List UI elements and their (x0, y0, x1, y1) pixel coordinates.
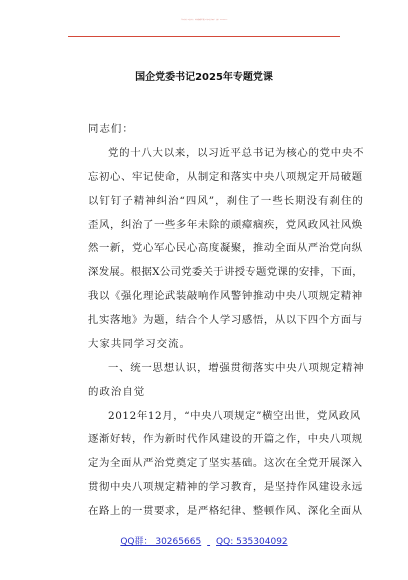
header-banner: 关注头条号“公文研究”，获得最新最全最专业的公文资料库！ 微信：gongwenyj (180, 20, 228, 21)
qq-group-link[interactable]: QQ群： 30265665 (120, 537, 202, 547)
section-heading: 一、统一思想认识，增强贯彻落实中央八项规定精神 (108, 361, 365, 374)
footer-contact (0, 534, 408, 547)
body-line: 党的十八大以来，以习近平总书记为核心的党中央不 (108, 146, 365, 159)
body-line: 深发展。根据X公司党委关于讲授专题党课的安排，下面， (88, 266, 363, 279)
body-line: 扎实落地》为题，结合个人学习感悟，从以下四个方面与 (88, 314, 363, 327)
body-line: 贯彻中央八项规定精神的学习教育，是坚持作风建设永远 (88, 481, 363, 494)
header-divider (68, 36, 340, 37)
body-line: 然一新，党心军心民心高度凝聚，推动全面从严治党向纵 (88, 242, 363, 255)
body-line: 以钉钉子精神纠治“四风”，刹住了一些长期没有刹住的 (88, 194, 364, 207)
body-line: 2012年12月，“中央八项规定”横空出世，党风政风 (108, 409, 361, 422)
body-line: 歪风，纠治了一些多年未除的顽瘴痼疾，党风政风社风焕 (88, 218, 363, 231)
body-line: 我以《强化理论武装敲响作风警钟推动中央八项规定精神 (88, 290, 363, 303)
document-title: 国企党委书记2025年专题党课 (135, 72, 273, 83)
body-line: 大家共同学习交流。 (88, 337, 191, 350)
body-line: 定为全面从严治党奠定了坚实基础。这次在全党开展深入 (88, 457, 363, 470)
qq-link[interactable]: QQ: 535304092 (216, 537, 288, 547)
body-line: 在路上的一贯要求，是严格纪律、整顿作风、深化全面从 (88, 505, 363, 518)
body-line: 忘初心、牢记使命，从制定和落实中央八项规定开局破题 (88, 170, 363, 183)
section-heading: 的政治自觉 (88, 385, 146, 398)
salutation: 同志们： (88, 123, 134, 135)
body-line: 逐渐好转，作为新时代作风建设的开篇之作，中央八项规 (88, 433, 363, 446)
